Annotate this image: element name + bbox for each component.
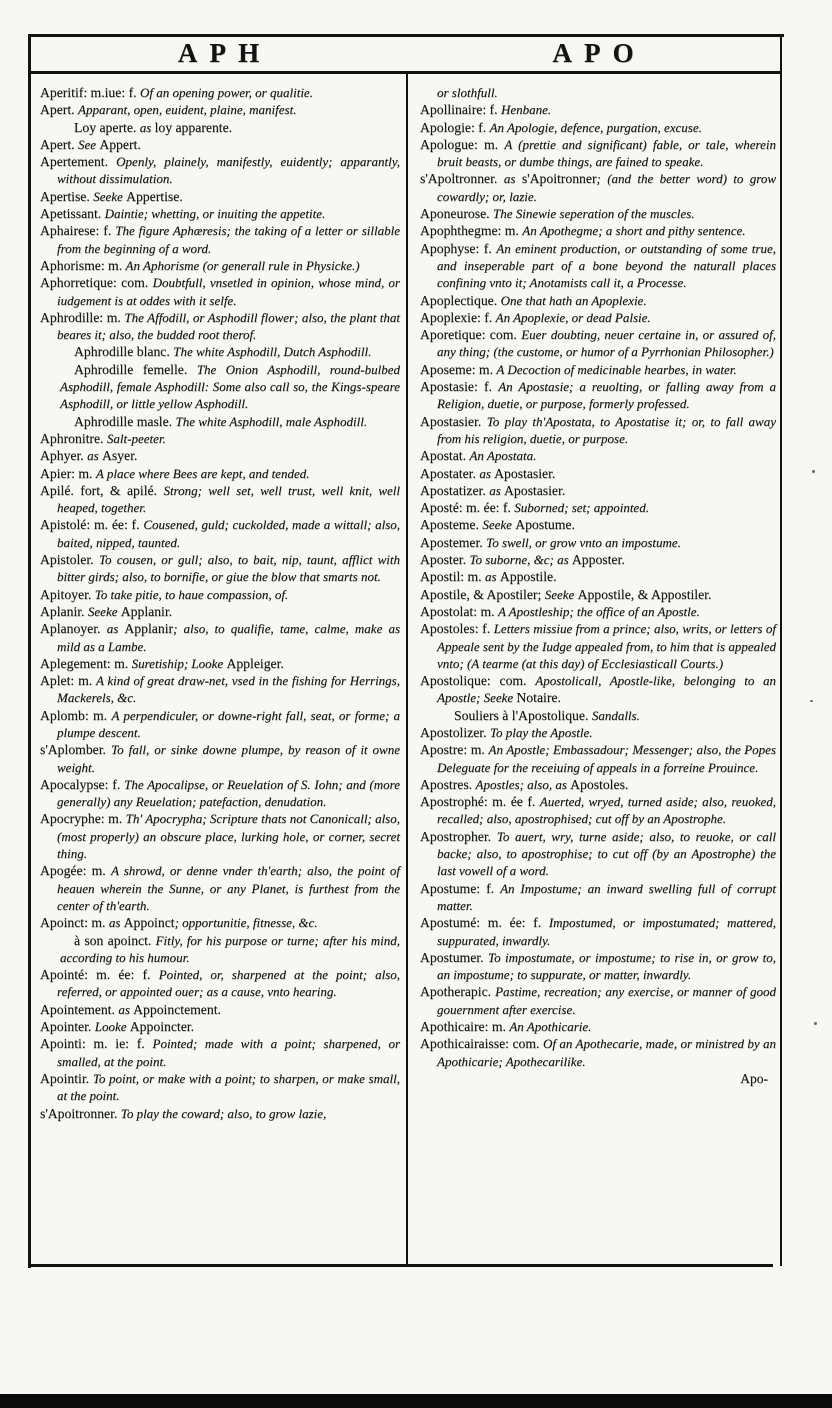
headword-text: Apointé: m. ée: f. xyxy=(40,967,159,983)
headword-text: Apostres. xyxy=(420,776,476,792)
dictionary-entry xyxy=(420,620,776,672)
definition-text: An Apologie, defence, purgation, excuse. xyxy=(489,119,702,135)
definition-text: The Affodill, or Asphodill flower; also, the plant that beares it; also, the budded root therof. xyxy=(57,309,400,343)
definition-text: Seeke xyxy=(544,586,578,602)
headword-text: Aphronitre. xyxy=(40,430,107,446)
definition-text: Seeke xyxy=(93,188,127,204)
headword-text: Aposteme. xyxy=(420,517,483,533)
headword-text: Appoinctement. xyxy=(133,1001,221,1017)
definition-text: The Sinewie seperation of the muscles. xyxy=(492,206,695,222)
headword-text: Aplanoyer. xyxy=(40,621,107,637)
dictionary-entry xyxy=(420,378,776,413)
headword-text: Apilé. fort, & apilé. xyxy=(40,482,164,498)
headword-text: Apostoles. xyxy=(570,776,629,792)
headword-text: Apetissant. xyxy=(40,206,105,222)
dictionary-entry xyxy=(420,499,776,516)
dictionary-entry xyxy=(40,1070,400,1105)
dictionary-entry xyxy=(420,672,776,707)
dictionary-entry xyxy=(420,205,776,222)
headword-text: Apotherapic. xyxy=(420,984,496,1000)
dictionary-entry xyxy=(40,309,400,344)
headword-text: Apostume. xyxy=(515,517,575,533)
definition-text: Henbane. xyxy=(500,102,552,118)
definition-text: To cousen, or gull; also, to bait, nip, taunt, afflict with bitter girds; also, to bornifie, or giue the blow that smarts not. xyxy=(57,552,400,585)
headword-text: Apoplexie: f. xyxy=(420,309,496,325)
dictionary-entry xyxy=(40,84,400,101)
definition-text: See xyxy=(78,136,100,152)
headword-text: Apertement. xyxy=(40,154,117,170)
dictionary-entry xyxy=(40,222,400,257)
headword-text: Appoinct xyxy=(123,915,175,931)
headword-text: Aphairese: f. xyxy=(40,223,116,239)
headword-text: Apostasie: f. xyxy=(420,379,499,395)
dictionary-entry xyxy=(420,222,776,239)
dictionary-entry xyxy=(40,257,400,274)
definition-text: Openly, plainely, manifestly, euidently; apparantly, without dissimulation. xyxy=(57,154,401,187)
scan-speck xyxy=(810,700,813,702)
definition-text: Th' Apocrypha; Scripture thats not Canonicall; also, (most properly) an obscure place, lurking hole, or corner, secret thing. xyxy=(57,811,400,862)
headword-text: Appoincter. xyxy=(129,1019,195,1035)
dictionary-entry xyxy=(420,568,776,585)
dictionary-entry xyxy=(420,551,776,568)
headword-text: à son apoinct. xyxy=(74,932,156,948)
dictionary-entry xyxy=(40,1035,400,1070)
definition-text: A (prettie and significant) fable, or tale, wherein bruit beasts, or dumbe things, are fained to speake. xyxy=(437,136,776,170)
dictionary-entry xyxy=(420,1018,776,1035)
dictionary-entry xyxy=(40,119,400,136)
headword-text: Apointer. xyxy=(40,1019,95,1035)
dictionary-entry xyxy=(420,119,776,136)
headword-text: Apostat. xyxy=(420,448,470,464)
definition-text: Letters missiue from a prince; also, writs, or letters of Appeale sent by the Iudge appealed from, to him that is appealed vnto; (A tearme (at this day) of Ecclesiasticall Courts.) xyxy=(437,621,776,671)
headword-text: Applanir xyxy=(124,621,174,637)
definition-text: An Apostata. xyxy=(469,448,537,464)
definition-text: The figure Aphæresis; the taking of a letter or sillable from the beginning of a word. xyxy=(57,223,400,256)
definition-text: One that hath an Apoplexie. xyxy=(500,292,647,308)
definition-text: Of an opening power, or qualitie. xyxy=(139,85,313,100)
dictionary-entry xyxy=(420,292,776,309)
dictionary-entry xyxy=(420,828,776,880)
dictionary-entry xyxy=(40,430,400,447)
definition-text: as xyxy=(489,482,504,498)
headword-text: Apostropher. xyxy=(420,828,497,844)
dictionary-entry xyxy=(40,707,400,742)
headword-text: Apitoyer. xyxy=(40,586,95,602)
headword-text: Apostolique: com. xyxy=(420,673,536,689)
definition-text: The white Asphodill, Dutch Asphodill. xyxy=(173,344,372,360)
definition-text: Apostolicall, Apostle-like, belonging to an Apostle; Seeke xyxy=(437,673,776,706)
dictionary-entry xyxy=(40,188,400,205)
dictionary-entry xyxy=(420,914,776,949)
definition-text: An Apothegme; a short and pithy sentence. xyxy=(522,223,746,239)
headword-text: Apostater. xyxy=(420,465,480,481)
definition-text: A kind of great draw-net, vsed in the fishing for Herrings, Mackerels, &c. xyxy=(57,673,400,706)
definition-text: To play the coward; also, to grow lazie, xyxy=(120,1105,327,1121)
headword-text: Aplet: m. xyxy=(40,673,96,689)
headword-text: Apistolé: m. ée: f. xyxy=(40,517,144,533)
dictionary-entry xyxy=(40,1001,400,1018)
headword-text: Apistoler. xyxy=(40,552,99,568)
headword-text: Apostasier. xyxy=(420,413,487,429)
definition-text: An Apoplexie, or dead Palsie. xyxy=(495,309,651,325)
definition-text: ; also, to qualifie, tame, calme, make as mild as a Lambe. xyxy=(57,621,401,654)
definition-text: An eminent production, or outstanding of some true, and inseperable part of a bone beyond the naturall places confining vnto it; Anotamists call it, a Processe. xyxy=(437,240,776,291)
headword-text: Aposté: m. ée: f. xyxy=(420,500,515,516)
scan-edge-strip xyxy=(0,1394,832,1408)
headword-text: Appostile. xyxy=(499,569,557,585)
headword-text: loy apparente. xyxy=(154,119,233,135)
definition-text: Strong; well set, well trust, well knit, well heaped, together. xyxy=(57,482,400,516)
dictionary-entry xyxy=(420,361,776,378)
dictionary-column-right xyxy=(420,84,776,1087)
headword-text: Apogée: m. xyxy=(40,863,111,879)
definition-text: as xyxy=(87,448,102,464)
definition-text: Euer doubting, neuer certaine in, or assured of, any thing; (the custome, or humor of a Pyrrhonian Philosopher.) xyxy=(437,327,776,360)
definition-text: as xyxy=(106,621,125,637)
definition-text: Auerted, wryed, turned aside; also, reuoked, recalled; also, apostrophised; cut off by an Apostrophe. xyxy=(437,794,776,827)
dictionary-entry xyxy=(40,810,400,862)
headword-text: Apert. xyxy=(40,102,79,118)
definition-text: as xyxy=(139,119,155,135)
definition-text: An Impostume; an inward swelling full of corrupt matter. xyxy=(437,880,776,913)
dictionary-entry xyxy=(40,447,400,464)
headword-text: Aporetique: com. xyxy=(420,327,522,343)
definition-text: as xyxy=(485,569,500,585)
definition-text: Salt-peeter. xyxy=(106,430,166,446)
definition-text: To swell, or grow vnto an impostume. xyxy=(486,534,681,550)
definition-text: Seeke xyxy=(87,603,121,619)
dictionary-entry xyxy=(420,983,776,1018)
dictionary-entry xyxy=(40,343,400,360)
definition-text: An Aphorisme (or generall rule in Physicke.) xyxy=(125,257,360,273)
definition-text: Seeke xyxy=(482,517,516,533)
headword-text: Apostre: m. xyxy=(420,742,489,758)
headword-text: Appostile, & Appostiler. xyxy=(577,586,712,602)
definition-text: Sandalls. xyxy=(591,707,640,723)
headword-text: Aphrodille femelle. xyxy=(74,361,197,377)
definition-text: or slothfull. xyxy=(437,85,498,100)
headword-text: Appert. xyxy=(99,136,141,152)
headword-text: Apert. xyxy=(40,136,79,152)
headword-text: s'Aplomber. xyxy=(40,742,112,758)
headword-text: Appertise. xyxy=(126,188,183,204)
dictionary-column-left xyxy=(40,84,400,1122)
dictionary-entry xyxy=(40,603,400,620)
dictionary-entry xyxy=(40,101,400,118)
dictionary-entry xyxy=(40,205,400,222)
headword-text: Aphrodille masle. xyxy=(74,413,176,429)
dictionary-entry xyxy=(420,707,776,724)
dictionary-entry xyxy=(40,932,400,967)
headword-text: Aphorretique: com. xyxy=(40,275,153,291)
page-frame-top-rule xyxy=(28,34,784,37)
running-head-right: APO xyxy=(552,38,646,68)
headword-text: Apollinaire: f. xyxy=(420,102,501,118)
headword-text: Aphyer. xyxy=(40,448,88,464)
definition-text: To take pitie, to haue compassion, of. xyxy=(94,586,289,602)
definition-text: An Apostasie; a reuolting, or falling away from a Religion, duetie, or purpose, formerly professed. xyxy=(437,379,777,412)
definition-text: The Apocalipse, or Reuelation of S. Iohn; and (more generally) any Reuelation; patefaction, denudation. xyxy=(57,776,400,810)
headword-text: Aplegement: m. xyxy=(40,655,132,671)
headword-text: Aphrodille: m. xyxy=(40,309,125,325)
headword-text: Apertise. xyxy=(40,188,94,204)
definition-text: as xyxy=(503,171,522,187)
headword-text: Applanir. xyxy=(120,603,173,619)
dictionary-entry xyxy=(40,482,400,517)
headword-text: Aposeme: m. xyxy=(420,361,497,377)
definition-text: A shrowd, or denne vnder th'earth; also, the point of heauen wherein the Sunne, or any Planet, is furthest from the center of th'earth. xyxy=(57,863,400,913)
headword-text: Aphrodille blanc. xyxy=(74,344,174,360)
dictionary-entry xyxy=(40,914,400,931)
dictionary-entry xyxy=(420,776,776,793)
dictionary-entry xyxy=(40,966,400,1001)
headword-text: Apier: m. xyxy=(40,465,96,481)
definition-text: Pointed, or, sharpened at the point; also, referred, or appointed ouer; as a cause, vnto hearing. xyxy=(57,967,400,1000)
definition-text: To auert, wry, turne aside; also, to reuoke, or call backe; also, to apostrophise; to cut off (by an Apostrophe) the last vowell of a word. xyxy=(437,828,776,879)
definition-text: Pastime, recreation; any exercise, or manner of good gouernment after exercise. xyxy=(437,984,777,1017)
definition-text: A Apostleship; the office of an Apostle. xyxy=(497,603,700,619)
headword-text: Apothicaire: m. xyxy=(420,1019,510,1035)
definition-text: An Apothicarie. xyxy=(509,1019,592,1035)
definition-text: as xyxy=(118,1001,134,1017)
definition-text: as xyxy=(108,915,124,931)
headword-text: Apostolizer. xyxy=(420,724,490,740)
dictionary-entry xyxy=(420,724,776,741)
definition-text: ; (and the better word) to grow cowardly; or, lazie. xyxy=(437,171,776,204)
dictionary-entry xyxy=(40,136,400,153)
headword-text: Apocryphe: m. xyxy=(40,811,126,827)
definition-text: Looke xyxy=(94,1019,130,1035)
running-head-left: APH xyxy=(177,38,272,68)
definition-text: ; opportunitie, fitnesse, &c. xyxy=(174,915,318,931)
definition-text: Suborned; set; appointed. xyxy=(514,500,649,516)
headword-text: Apointement. xyxy=(40,1001,119,1017)
dictionary-entry xyxy=(40,274,400,309)
headword-text: Apophyse: f. xyxy=(420,240,497,256)
dictionary-entry xyxy=(40,620,400,655)
headword-text: Apologie: f. xyxy=(420,119,490,135)
headword-text: Apostoles: f. xyxy=(420,621,494,637)
definition-text: To suborne, &c; as xyxy=(469,552,572,568)
definition-text: A place where Bees are kept, and tended. xyxy=(95,465,310,481)
dictionary-entry xyxy=(420,309,776,326)
dictionary-entry xyxy=(40,741,400,776)
headword-text: Apposter. xyxy=(571,552,625,568)
headword-text: s'Apoitronner xyxy=(521,171,597,187)
headword-text: Apostrophé: m. ée f. xyxy=(420,794,540,810)
headword-text: Apointir. xyxy=(40,1070,93,1086)
definition-text: The Onion Asphodill, round-bulbed Asphodill, female Asphodill: Some also call so, the Kings-speare Asphodill, or little yellow Asphodill. xyxy=(60,361,401,412)
dictionary-entry xyxy=(420,101,776,118)
dictionary-entry xyxy=(420,136,776,171)
definition-text: To play the Apostle. xyxy=(489,724,593,740)
definition-text: To fall, or sinke downe plumpe, by reason of it owne weight. xyxy=(57,742,400,775)
dictionary-entry xyxy=(420,949,776,984)
headword-text: Apointi: m. ie: f. xyxy=(40,1036,153,1052)
definition-text: To impostumate, or impostume; to rise in, or grow to, an impostume; to suppurate, or matter, inwardly. xyxy=(437,949,776,983)
dictionary-entry xyxy=(420,534,776,551)
definition-text: To point, or make with a point; to sharpen, or make small, at the point. xyxy=(57,1070,400,1104)
dictionary-entry xyxy=(420,240,776,292)
headword-text: Aplanir. xyxy=(40,603,88,619)
headword-text: Aphorisme: m. xyxy=(40,257,126,273)
dictionary-entry xyxy=(40,153,400,188)
headword-text: Apophthegme: m. xyxy=(420,223,523,239)
column-divider-rule xyxy=(406,74,408,1266)
scan-speck xyxy=(814,1022,817,1025)
dictionary-entry xyxy=(420,84,776,101)
headword-text: Apostolat: m. xyxy=(420,603,498,619)
definition-text: Apostles; also, as xyxy=(475,776,571,792)
dictionary-entry xyxy=(40,1105,400,1122)
definition-text: as xyxy=(479,465,495,481)
definition-text: Doubtfull, vnsetled in opinion, whose mind, or iudgement is at oddes with it selfe. xyxy=(57,275,400,308)
dictionary-entry xyxy=(40,1018,400,1035)
headword-text: Apostatizer. xyxy=(420,482,490,498)
dictionary-entry xyxy=(40,516,400,551)
dictionary-entry xyxy=(40,776,400,811)
dictionary-entry xyxy=(40,862,400,914)
headword-text: Apostume: f. xyxy=(420,880,501,896)
headword-text: Apostumé: m. ée: f. xyxy=(420,915,549,931)
dictionary-entry xyxy=(420,413,776,448)
dictionary-entry xyxy=(420,482,776,499)
page-frame-right-rule xyxy=(780,36,782,1266)
dictionary-entry xyxy=(420,1035,776,1070)
dictionary-entry xyxy=(420,586,776,603)
headword-text: Apostasier. xyxy=(494,465,556,481)
definition-text: The white Asphodill, male Asphodill. xyxy=(175,413,368,429)
headword-text: Asyer. xyxy=(101,448,138,464)
headword-text: s'Apoitronner. xyxy=(40,1105,121,1121)
headword-text: Loy aperte. xyxy=(74,119,140,135)
headword-text: Apostasier. xyxy=(504,482,566,498)
definition-text: A Decoction of medicinable hearbes, in water. xyxy=(496,361,737,377)
headword-text: Apoinct: m. xyxy=(40,915,109,931)
definition-text: To play th'Apostata, to Apostatise it; or, to fall away from his religion, duetie, or purpose. xyxy=(437,413,776,446)
dictionary-entry xyxy=(420,603,776,620)
definition-text: A perpendiculer, or downe-right fall, seat, or forme; a plumpe descent. xyxy=(57,707,400,740)
dictionary-entry xyxy=(420,516,776,533)
definition-text: Cousened, guld; cuckolded, made a wittall; also, baited, nipped, taunted. xyxy=(57,517,401,550)
dictionary-entry xyxy=(420,880,776,915)
headword-text: Apostemer. xyxy=(420,534,487,550)
headword-text: Notaire. xyxy=(516,690,561,706)
headword-text: Apostumer. xyxy=(420,949,489,965)
definition-text: Suretiship; Looke xyxy=(131,655,227,671)
dictionary-entry xyxy=(420,465,776,482)
dictionary-entry xyxy=(40,413,400,430)
headword-text: Aponeurose. xyxy=(420,206,493,222)
headword-text: Apocalypse: f. xyxy=(40,776,125,792)
dictionary-entry xyxy=(420,741,776,776)
definition-text: Pointed; made with a point; sharpened, or smalled, at the point. xyxy=(57,1036,401,1069)
definition-text: Of an Apothecarie, made, or ministred by an Apothicarie; Apothecarilike. xyxy=(437,1036,776,1069)
definition-text: Daintie; whetting, or inuiting the appetite. xyxy=(104,206,326,222)
headword-text: Aplomb: m. xyxy=(40,707,112,723)
headword-text: Apothicairaisse: com. xyxy=(420,1036,544,1052)
dictionary-entry xyxy=(420,326,776,361)
dictionary-entry xyxy=(40,361,400,413)
bottom-rule xyxy=(29,1264,773,1267)
dictionary-entry xyxy=(40,672,400,707)
dictionary-entry xyxy=(40,586,400,603)
dictionary-entry xyxy=(40,465,400,482)
definition-text: Fitly, for his purpose or turne; after his mind, according to his humour. xyxy=(60,932,400,965)
dictionary-entry xyxy=(420,170,776,205)
scan-speck xyxy=(812,470,815,473)
headword-text: Aperitif: m.iue: f. xyxy=(40,85,140,100)
headword-text: s'Apoltronner. xyxy=(420,171,504,187)
headword-text: Appleiger. xyxy=(226,655,284,671)
page-frame-left-rule xyxy=(28,34,31,1268)
definition-text: Impostumed, or impostumated; mattered, suppurated, inwardly. xyxy=(437,915,777,948)
headword-text: Apostil: m. xyxy=(420,569,486,585)
headword-text: Apostile, & Apostiler; xyxy=(420,586,545,602)
dictionary-entry xyxy=(420,793,776,828)
definition-text: An Apostle; Embassadour; Messenger; also, the Popes Deleguate for the receiuing of appeals in a forreine Prouince. xyxy=(437,742,776,775)
headword-text: Souliers à l'Apostolique. xyxy=(454,707,592,723)
headword-text: Aposter. xyxy=(420,552,470,568)
catchword: Apo- xyxy=(740,1070,768,1086)
definition-text: Apparant, open, euident, plaine, manifest. xyxy=(78,102,297,118)
dictionary-entry xyxy=(420,447,776,464)
dictionary-entry xyxy=(40,655,400,672)
dictionary-entry xyxy=(40,551,400,586)
headword-text: Apologue: m. xyxy=(420,136,505,152)
headword-text: Apoplectique. xyxy=(420,292,501,308)
